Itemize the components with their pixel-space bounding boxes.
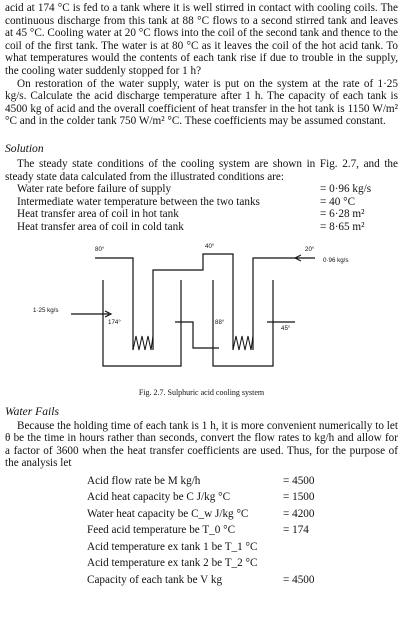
label-acid-rate: 1·25 kg/s: [33, 306, 59, 314]
label-45: 45°: [281, 324, 291, 332]
variable-row: [87, 522, 398, 539]
variable-label: Water heat capacity be C_w J/kg °C: [87, 507, 249, 520]
row-value: = 6·28 m²: [320, 208, 365, 221]
variable-label: Acid heat capacity be C J/kg °C: [87, 491, 231, 504]
row-label: Heat transfer area of coil in cold tank: [17, 220, 184, 233]
water-fails-paragraph: Because the holding time of each tank is 1 h, it is more convenient numerically to let θ be the time in hours rather than seconds, convert the flow rates to kg/h and allow for a factor of 3600 when the heat transfer coefficients are used. Thus, for the purpose of the analysis let: [5, 419, 398, 470]
variable-row: [87, 473, 398, 490]
coil-2: [233, 330, 253, 350]
variable-value: = 1500: [283, 491, 315, 504]
variable-label: Feed acid temperature be T_0 °C: [87, 524, 236, 537]
variable-label: Acid temperature ex tank 2 be T_2 °C: [87, 557, 258, 570]
cooling-system-diagram: [5, 238, 398, 388]
variable-label: Acid temperature ex tank 1 be T_1 °C: [87, 540, 258, 553]
steady-state-row: [5, 208, 398, 221]
variable-value: = 4500: [283, 474, 315, 487]
steady-state-row: [5, 196, 398, 209]
steady-state-row: [5, 183, 398, 196]
label-water-rate: 0·96 kg/s: [323, 256, 349, 264]
row-label: Intermediate water temperature between the two tanks: [17, 195, 260, 208]
water-inlet-pipe: [253, 258, 315, 350]
label-20: 20°: [305, 245, 315, 253]
water-fails-heading: Water Fails: [5, 404, 59, 418]
variable-row: [87, 489, 398, 506]
variable-value: [283, 539, 343, 556]
variable-value: = 4200: [283, 507, 315, 520]
label-88: 88°: [215, 318, 225, 326]
variable-value: = 174: [283, 524, 309, 537]
coil-1: [133, 330, 153, 350]
label-80: 80°: [95, 245, 105, 253]
label-40: 40°: [205, 242, 215, 250]
figure-caption: Fig. 2.7. Sulphuric acid cooling system: [138, 387, 265, 397]
steady-state-row: [5, 221, 398, 234]
variable-value: = 4500: [283, 573, 315, 586]
water-outlet-pipe: [95, 258, 133, 350]
row-value: = 8·65 m²: [320, 220, 365, 233]
figure-2-7: [5, 238, 398, 388]
problem-paragraph-1: acid at 174 °C is fed to a tank where it is well stirred in contact with cooling coils. The continuous discharge from this tank at 88 °C flows to a second stirred tank and leaves at 45 °C. Cooling water at 20 °C flows into the coil of the second tank and thence to the coil of the first tank. The water is at 80 °C as it leaves the coil of the hot acid tank. To what temperatures would the contents of each tank rise if due to trouble in the supply, the cooling water suddenly stopped for 1 h?: [5, 2, 398, 77]
variable-row: [87, 572, 398, 589]
row-label: Heat transfer area of coil in hot tank: [17, 208, 179, 221]
problem-paragraph-2: On restoration of the water supply, water is put on the system at the rate of 1·25 kg/s. Calculate the acid discharge temperature after 1 h. The capacity of each tank is 4500 kg of acid and the overall coefficient of heat transfer in the hot tank is 1150 W/m² °C and in the colder tank 750 W/m² °C. These coefficients may be assumed constant.: [5, 77, 398, 128]
solution-heading: Solution: [5, 141, 44, 155]
variable-row: [87, 539, 398, 556]
solution-intro: The steady state conditions of the cooling system are shown in Fig. 2.7, and the steady state data calculated from the illustrated conditions are:: [5, 157, 398, 183]
label-174: 174°: [108, 318, 121, 326]
row-value: = 40 °C: [320, 195, 356, 208]
steady-state-data: [5, 183, 398, 233]
row-label: Water rate before failure of supply: [17, 183, 172, 196]
variable-value: [283, 555, 343, 572]
variable-row: [87, 555, 398, 572]
variable-definitions: [87, 473, 398, 589]
row-value: = 0·96 kg/s: [320, 183, 372, 196]
variable-row: [87, 506, 398, 523]
variable-label: Capacity of each tank be V kg: [87, 573, 223, 586]
page: [5, 2, 398, 588]
variable-label: Acid flow rate be M kg/h: [87, 474, 201, 487]
